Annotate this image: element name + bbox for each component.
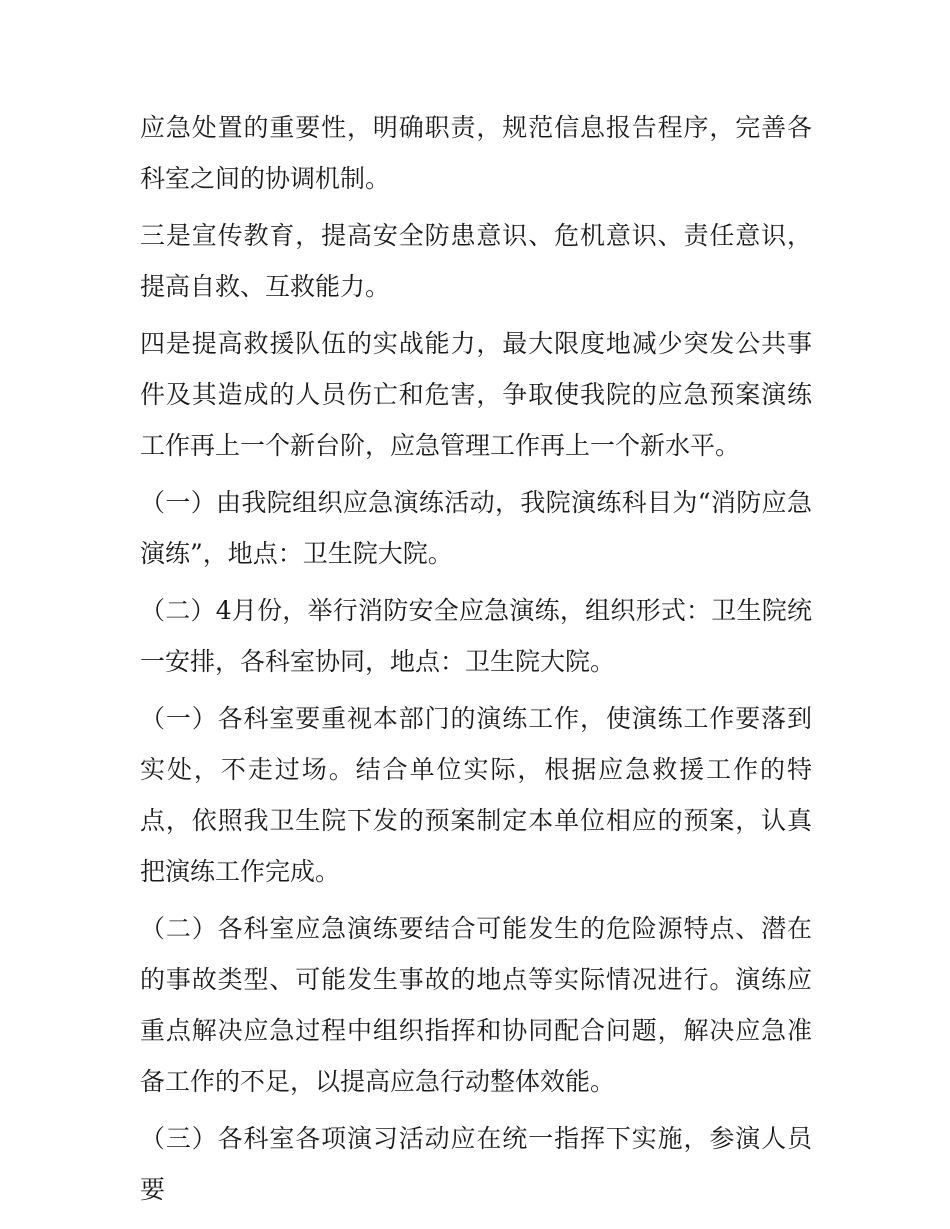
paragraph-3: 四是提高救援队伍的实战能力，最大限度地减少突发公共事件及其造成的人员伤亡和危害，争取使我院的应急预案演练工作再上一个新台阶，应急管理工作再上一个新水平。 bbox=[140, 329, 812, 460]
paragraph-5: （二）4月份，举行消防安全应急演练，组织形式：卫生院统一安排，各科室协同，地点：卫生院大院。 bbox=[140, 596, 812, 676]
document-body bbox=[140, 102, 812, 1221]
paragraph-6: （一）各科室要重视本部门的演练工作，使演练工作要落到实处，不走过场。结合单位实际，根据应急救援工作的特点，依照我卫生院下发的预案制定本单位相应的预案，认真把演练工作完成。 bbox=[140, 704, 812, 886]
paragraph-1: 应急处置的重要性，明确职责，规范信息报告程序，完善各科室之间的协调机制。 bbox=[140, 113, 812, 193]
paragraph-2: 三是宣传教育，提高安全防患意识、危机意识、责任意识，提高自救、互救能力。 bbox=[140, 221, 812, 301]
paragraph-7: （二）各科室应急演练要结合可能发生的危险源特点、潜在的事故类型、可能发生事故的地点等实际情况进行。演练应重点解决应急过程中组织指挥和协同配合问题，解决应急准备工作的不足，以提高应急行动整体效能。 bbox=[140, 914, 812, 1096]
paragraph-8: （三）各科室各项演习活动应在统一指挥下实施，参演人员要 bbox=[140, 1124, 812, 1204]
paragraph-4: （一）由我院组织应急演练活动，我院演练科目为“消防应急演练”，地点：卫生院大院。 bbox=[140, 488, 812, 568]
